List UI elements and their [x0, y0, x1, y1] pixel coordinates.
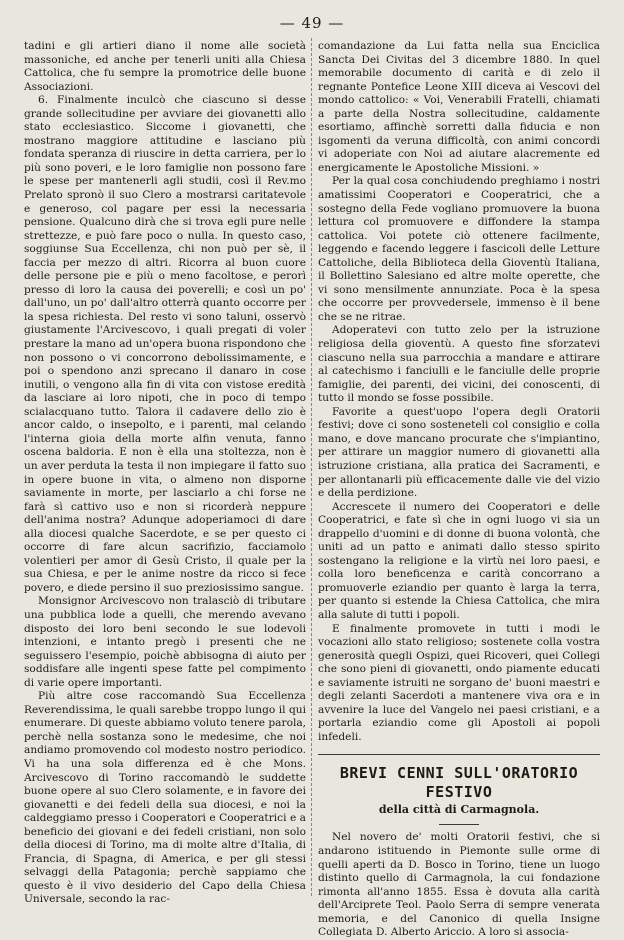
- page-number: — 49 —: [279, 14, 345, 32]
- paragraph: comandazione da Lui fatta nella sua Enciclica Sancta Dei Civitas del 3 dicembre 1880. In quel memorabile documento di carità e di zelo il regnante Pontefice Leone XIII diceva ai Vescovi del mondo cattolico: « Voi, Venerabili Fratelli, chiamati a parte della Nostra sollecitudine, caldamente esortiamo, affinchè sorretti dalla fiducia e non isgomenti da veruna difficoltà, con animi concordi vi adoperiate con Noi ad aiutare alacremente ed energicamente le Apostoliche Missioni. »: [318, 40, 600, 174]
- paragraph: 6. Finalmente inculcò che ciascuno si desse grande sollecitudine per avviare dei giovanetti allo stato ecclesiastico. Siccome i giovanetti, che mostrano maggiore attitudine e lasciano più fondata speranza di riuscire in detta carriera, per lo più sono poveri, e le loro famiglie non possono fare le spese per mantenerli agli studii, così il Rev.mo Prelato spronò il suo Clero a mostrarsi caritatevole e generoso, col pagare per essi la necessaria pensione. Qualcuno dirà che si trova egli pure nelle strettezze, e può fare poco o nulla. In questo caso, soggiunse Sua Eccellenza, chi non può per sè, il faccia per mezzo di altri. Ricorra al buon cuore delle persone pie e più o meno facoltose, e perorì presso di loro la causa dei poverelli; e così un po' dall'uno, un po' dall'altro otterrà quanto occorre per la spesa richiesta. Del resto vi sono taluni, osservò giustamente l'Arcivescovo, i quali pregati di voler prestare la mano ad un'opera buona rispondono che non possono o vi concorrono debolissimamente, e poi o spendono anzi sprecano il danaro in cose inutili, o vengono alla fin di vita con vistose eredità da lasciare ai loro nipoti, che in poco di tempo scialacquano tutto. Talora il cadavere dello zio è ancor caldo, o insepolto, e i parenti, mal celando l'interna gioia della morte alfin venuta, fanno oscena baldoria. E non è ella una stoltezza, non è un aver perduta la testa il non impiegare il fatto suo in opere buone in vita, o almeno non disporne saviamente in morte, per lasciarlo a chi forse ne farà sì cattivo uso e non si ricorderà neppure dell'anima nostra? Adunque adoperiamoci di dare alla diocesi qualche Sacerdote, e se per questo ci occorre di fare alcun sacrifizio, facciamolo volentieri per amor di Gesù Cristo, il quale per la sua Chiesa, e per le anime nostre da ricco si fece povero, e diede persino il suo preziosissimo sangue.: [24, 94, 306, 594]
- paragraph: Accrescete il numero dei Cooperatori e delle Cooperatrici, e fate sì che in ogni luogo vi sia un drappello d'uomini e di donne di buona volontà, che uniti ad un patto e animati dallo stesso spirito sostengano la religione e la virtù nei loro paesi, e colla loro beneficenza e carità concorrano a promuoverle eziandio per quanto è larga la terra, per quanto si estende la Chiesa Cattolica, che mira alla salute di tutti i popoli.: [318, 500, 600, 621]
- title-rule: [439, 824, 479, 825]
- section-title: BREVI CENNI SULL'ORATORIO FESTIVO: [339, 764, 579, 802]
- paragraph: Monsignor Arcivescovo non tralasciò di tributare una pubblica lode a quelli, che merendo avevano disposto dei loro beni secondo le sue lodevoli intenzioni, e intanto pregò i presenti che ne seguissero l'esempio, poichè abbisogna di aiuto per soddisfare alle ingenti spese fatte pel compimento di varie opere importanti.: [24, 595, 306, 689]
- paragraph: Adoperatevi con tutto zelo per la istruzione religiosa della gioventù. A questo fine sforzatevi ciascuno nella sua parrocchia a mandare e attirare al catechismo i fanciulli e le fanciulle delle proprie famiglie, dei parenti, dei vicini, dei conoscenti, di tutto il mondo se fosse possibile.: [318, 324, 600, 405]
- paragraph: Favorite a quest'uopo l'opera degli Oratorii festivi; dove ci sono sosteneteli col consiglio e colla mano, e dove mancano procurate che s'impiantino, per attirare un maggior numero di giovanetti alla istruzione cristiana, alla pratica dei Sacramenti, e per allontanarli più efficacemente dalle vie del vizio e della perdizione.: [318, 405, 600, 500]
- section-subtitle: della città di Carmagnola.: [378, 803, 540, 817]
- paragraph: E finalmente promovete in tutti i modi le vocazioni allo stato religioso; sostenete colla vostra generosità quegli Ospizi, quei Ricoveri, quei Collegi che sono pieni di giovanetti, ondo piamente educati e saviamente istruiti ne sorgano de' buoni maestri e degli zelanti Sacerdoti a mantenere viva ora e in avvenire la luce del Vangelo nei paesi cristiani, e a portarla eziandio come gli Apostoli ai popoli infedeli.: [318, 622, 600, 743]
- column-divider: [311, 38, 312, 896]
- right-column: [318, 40, 600, 940]
- left-column: [24, 40, 306, 907]
- paragraph: Più altre cose raccomandò Sua Eccellenza Reverendissima, le quali sarebbe troppo lungo il qui enumerare. Di queste abbiamo voluto tenere parola, perchè nella sostanza sono le medesime, che noi andiamo promovendo col modesto nostro periodico. Vi ha una sola differenza ed è che Mons. Arcivescovo di Torino raccomandò le suddette buone opere al suo Clero solamente, e in favore dei giovanetti e dei fedeli della sua diocesi, e noi la caldeggiamo presso i Cooperatori e Cooperatrici e a beneficio dei giovani e dei fedeli cristiani, non solo della diocesi di Torino, ma di molte altre d'Italia, di Francia, di Spagna, di America, e per gli stessi selvaggi della Patagonia; perchè sappiamo che questo è il vivo desiderio del Capo della Chiesa Universale, secondo la rac-: [24, 690, 307, 906]
- section-divider: [318, 754, 600, 755]
- paragraph: Per la qual cosa conchiudendo preghiamo i nostri amatissimi Cooperatori e Cooperatrici, che a sostegno della Fede vogliano promuovere la buona lettura col promuovere e diffondere la stampa cattolica. Voi potete ciò ottenere facilmente, leggendo e facendo leggere i fascicoli delle Letture Cattoliche, della Biblioteca della Gioventù Italiana, il Bollettino Salesiano ed altre molte operette, che vi sono mensilmente annunziate. Poca è la spesa che occorre per provvedersele, immenso è il bene che se ne ritrae.: [318, 175, 600, 323]
- paragraph: Nel novero de' molti Oratorii festivi, che si andarono istituendo in Piemonte sulle orme di quelli aperti da D. Bosco in Torino, tiene un luogo distinto quello di Carmagnola, la cui fondazione rimonta all'anno 1855. Essa è dovuta alla carità dell'Arciprete Teol. Paolo Serra di sempre venerata memoria, e del Canonico di quella Insigne Collegiata D. Alberto Ariccio. A loro si associa-: [318, 831, 600, 939]
- paragraph: tadini e gli artieri diano il nome alle società massoniche, ed anche per tenerli uniti alla Chiesa Cattolica, che fu sempre la promotrice delle buone Associazioni.: [24, 40, 306, 93]
